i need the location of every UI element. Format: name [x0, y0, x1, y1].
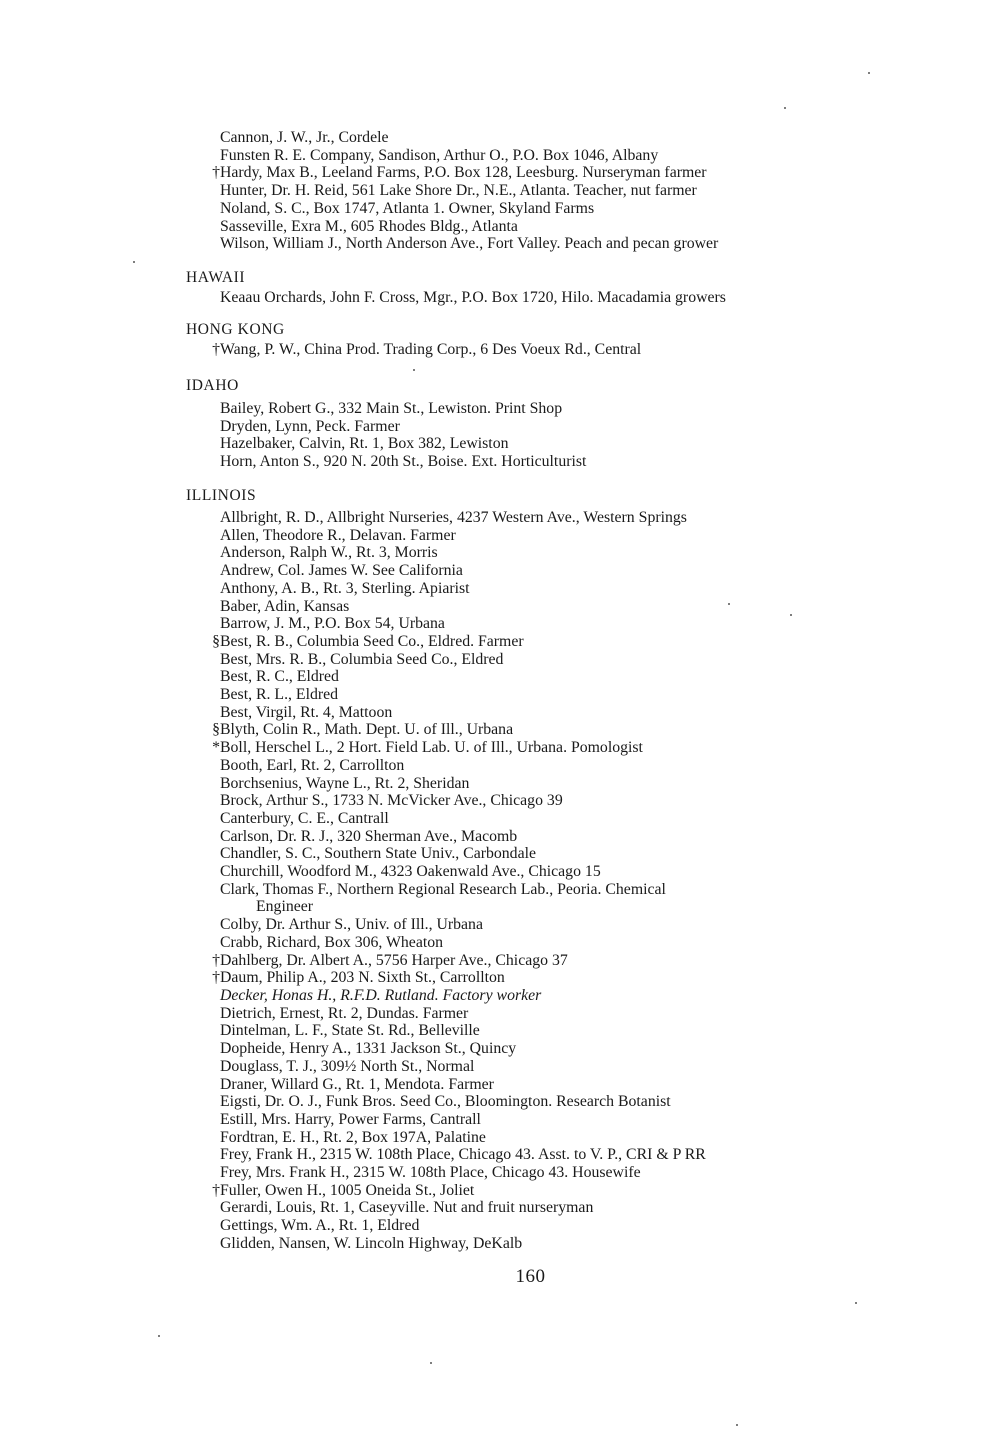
list-item — [186, 527, 886, 545]
entry-text: Noland, S. C., Box 1747, Atlanta 1. Owner, Skyland Farms — [220, 199, 595, 217]
list-item — [186, 810, 886, 828]
entry-text: Best, R. L., Eldred — [220, 686, 339, 704]
list-item — [186, 739, 886, 757]
entry-text: Allbright, R. D., Allbright Nurseries, 4237 Western Ave., Western Springs — [220, 509, 687, 526]
list-item — [186, 1164, 886, 1182]
entry-text: Best, R. C., Eldred — [220, 668, 339, 686]
list-item — [186, 1076, 886, 1094]
list-item — [186, 863, 886, 881]
list-item — [186, 341, 886, 359]
list-item — [186, 289, 886, 307]
entry-text: Hazelbaker, Calvin, Rt. 1, Box 382, Lewiston — [220, 435, 509, 453]
list-item — [186, 1022, 886, 1040]
list-item — [186, 598, 886, 616]
scan-speck — [868, 72, 870, 74]
entry-text: Colby, Dr. Arthur S., Univ. of Ill., Urbana — [220, 916, 483, 934]
list-item — [186, 1005, 886, 1023]
entry-text: Gettings, Wm. A., Rt. 1, Eldred — [220, 1217, 420, 1235]
entry-text: Best, R. B., Columbia Seed Co., Eldred. Farmer — [220, 632, 524, 650]
entry-text: Boll, Herschel L., 2 Hort. Field Lab. U. of Ill., Urbana. Pomologist — [220, 739, 643, 757]
list-item — [186, 453, 886, 471]
entry-text: Anderson, Ralph W., Rt. 3, Morris — [220, 544, 438, 562]
list-item — [186, 775, 886, 793]
entry-mark: * — [212, 739, 220, 757]
entry-text: Best, Mrs. R. B., Columbia Seed Co., Eldred — [220, 650, 504, 668]
scan-speck — [158, 1335, 160, 1337]
list-item — [186, 147, 886, 165]
clark-line-2: Engineer — [256, 898, 314, 916]
entry-text: Horn, Anton S., 920 N. 20th St., Boise. Ext. Horticulturist — [220, 453, 587, 471]
entry-text: Barrow, J. M., P.O. Box 54, Urbana — [220, 615, 445, 633]
state-heading-idaho: IDAHO — [186, 377, 239, 394]
entry-text: Frey, Mrs. Frank H., 2315 W. 108th Place, Chicago 43. Housewife — [220, 1164, 641, 1182]
illinois-entry-list — [186, 509, 886, 881]
list-item — [186, 1182, 886, 1200]
entry-text: Crabb, Richard, Box 306, Wheaton — [220, 933, 444, 951]
georgia-section — [186, 129, 886, 253]
clark-line-1: Clark, Thomas F., Northern Regional Research Lab., Peoria. Chemical — [220, 880, 666, 898]
entry-text: Wilson, William J., North Anderson Ave., Fort Valley. Peach and pecan grower — [220, 235, 719, 253]
entry-text: Dietrich, Ernest, Rt. 2, Dundas. Farmer — [220, 1004, 469, 1022]
entry-text: Canterbury, C. E., Cantrall — [220, 809, 389, 827]
entry-text: Cannon, J. W., Jr., Cordele — [220, 129, 389, 146]
list-item — [186, 757, 886, 775]
entry-mark: † — [212, 164, 220, 182]
entry-text: Gerardi, Louis, Rt. 1, Caseyville. Nut and fruit nurseryman — [220, 1199, 594, 1217]
entry-mark: † — [212, 951, 220, 969]
entry-mark: † — [212, 341, 220, 358]
entry-text: Hunter, Dr. H. Reid, 561 Lake Shore Dr., N.E., Atlanta. Teacher, nut farmer — [220, 182, 697, 200]
list-item — [186, 1058, 886, 1076]
list-item — [186, 651, 886, 669]
entry-mark: § — [212, 721, 220, 739]
list-item — [186, 1129, 886, 1147]
list-item — [186, 633, 886, 651]
entry-text: Dahlberg, Dr. Albert A., 5756 Harper Ave., Chicago 37 — [220, 951, 568, 969]
list-item-clark — [186, 881, 874, 916]
list-item — [186, 615, 886, 633]
entry-text: Brock, Arthur S., 1733 N. McVicker Ave., Chicago 39 — [220, 792, 563, 810]
entry-text: Booth, Earl, Rt. 2, Carrollton — [220, 756, 405, 774]
hawaii-section — [186, 269, 886, 307]
list-item — [186, 1093, 886, 1111]
list-item — [186, 686, 886, 704]
list-item — [186, 934, 886, 952]
scan-speck — [790, 614, 792, 616]
list-item — [186, 418, 886, 436]
scan-speck — [413, 369, 415, 371]
list-item — [186, 235, 886, 253]
list-item-decker — [186, 987, 886, 1005]
illinois-entry-list-2 — [186, 916, 886, 987]
entry-text: Funsten R. E. Company, Sandison, Arthur O., P.O. Box 1046, Albany — [220, 146, 659, 164]
illinois-entry-list-3 — [186, 1005, 886, 1253]
list-item — [186, 969, 886, 987]
entry-text: Sasseville, Exra M., 605 Rhodes Bldg., Atlanta — [220, 217, 518, 235]
illinois-section — [186, 487, 886, 1253]
entry-text: Andrew, Col. James W. See California — [220, 562, 463, 580]
entry-mark: † — [212, 969, 220, 987]
entry-text: Eigsti, Dr. O. J., Funk Bros. Seed Co., Bloomington. Research Botanist — [220, 1093, 671, 1111]
state-heading-illinois: ILLINOIS — [186, 487, 257, 504]
scan-speck — [430, 1362, 432, 1364]
list-item — [186, 1040, 886, 1058]
entry-text: Dintelman, L. F., State St. Rd., Belleville — [220, 1022, 480, 1040]
list-item — [186, 435, 886, 453]
list-item — [186, 1146, 886, 1164]
entry-text: Allen, Theodore R., Delavan. Farmer — [220, 526, 456, 544]
state-heading-hong-kong: HONG KONG — [186, 321, 285, 338]
list-item — [186, 509, 886, 527]
idaho-section — [186, 377, 886, 471]
list-item — [186, 1199, 886, 1217]
list-item — [186, 580, 886, 598]
entry-text: Fuller, Owen H., 1005 Oneida St., Joliet — [220, 1181, 475, 1199]
entry-text: Anthony, A. B., Rt. 3, Sterling. Apiarist — [220, 579, 470, 597]
entry-text: Best, Virgil, Rt. 4, Mattoon — [220, 703, 393, 721]
list-item — [186, 828, 886, 846]
scan-speck — [728, 603, 730, 605]
list-item — [186, 916, 886, 934]
list-item — [186, 218, 886, 236]
hawaii-entry-list — [186, 289, 886, 307]
hongkong-section — [186, 321, 886, 359]
list-item — [186, 668, 886, 686]
entry-text: Glidden, Nansen, W. Lincoln Highway, DeKalb — [220, 1234, 523, 1252]
entry-text: Estill, Mrs. Harry, Power Farms, Cantrall — [220, 1110, 481, 1128]
list-item — [186, 200, 886, 218]
entry-mark: § — [212, 632, 220, 650]
entry-text: Dryden, Lynn, Peck. Farmer — [220, 417, 400, 435]
entry-text: Douglass, T. J., 309½ North St., Normal — [220, 1057, 475, 1075]
list-item — [186, 400, 886, 418]
entry-text: Churchill, Woodford M., 4323 Oakenwald Ave., Chicago 15 — [220, 863, 601, 881]
scan-speck — [784, 107, 786, 109]
entry-text: Draner, Willard G., Rt. 1, Mendota. Farmer — [220, 1075, 494, 1093]
entry-text: Wang, P. W., China Prod. Trading Corp., 6 Des Voeux Rd., Central — [220, 341, 642, 358]
list-item — [186, 1235, 886, 1253]
list-item — [186, 129, 886, 147]
scan-speck — [736, 1424, 738, 1426]
entry-text: Bailey, Robert G., 332 Main St., Lewiston. Print Shop — [220, 400, 563, 417]
hongkong-entry-list — [186, 341, 886, 359]
entry-text: Chandler, S. C., Southern State Univ., Carbondale — [220, 845, 536, 863]
scan-speck — [855, 1302, 857, 1304]
list-item — [186, 952, 886, 970]
entry-text: Keaau Orchards, John F. Cross, Mgr., P.O. Box 1720, Hilo. Macadamia growers — [220, 289, 726, 306]
georgia-entry-list — [186, 129, 886, 253]
list-item — [186, 1217, 886, 1235]
state-heading-hawaii: HAWAII — [186, 269, 246, 286]
idaho-entry-list — [186, 400, 886, 471]
list-item — [186, 1111, 886, 1129]
list-item — [186, 164, 886, 182]
list-item — [186, 845, 886, 863]
entry-text: Fordtran, E. H., Rt. 2, Box 197A, Palatine — [220, 1128, 486, 1146]
scan-speck — [133, 261, 135, 263]
entry-mark: † — [212, 1181, 220, 1199]
entry-text: Baber, Adin, Kansas — [220, 597, 350, 615]
entry-text: Carlson, Dr. R. J., 320 Sherman Ave., Macomb — [220, 827, 518, 845]
list-item — [186, 792, 886, 810]
page-number: 160 — [515, 1266, 546, 1287]
entry-text: Daum, Philip A., 203 N. Sixth St., Carrollton — [220, 969, 505, 987]
entry-text: Frey, Frank H., 2315 W. 108th Place, Chicago 43. Asst. to V. P., CRI & P RR — [220, 1146, 706, 1164]
list-item — [186, 182, 886, 200]
list-item — [186, 562, 886, 580]
entry-text: Hardy, Max B., Leeland Farms, P.O. Box 128, Leesburg. Nurseryman farmer — [220, 164, 707, 182]
entry-text: Blyth, Colin R., Math. Dept. U. of Ill., Urbana — [220, 721, 514, 739]
list-item — [186, 704, 886, 722]
entry-text: Borchsenius, Wayne L., Rt. 2, Sheridan — [220, 774, 470, 792]
entry-text: Dopheide, Henry A., 1331 Jackson St., Quincy — [220, 1040, 517, 1058]
decker-text: Decker, Honas H., R.F.D. Rutland. Factory worker — [220, 986, 542, 1004]
list-item — [186, 544, 886, 562]
list-item — [186, 721, 886, 739]
